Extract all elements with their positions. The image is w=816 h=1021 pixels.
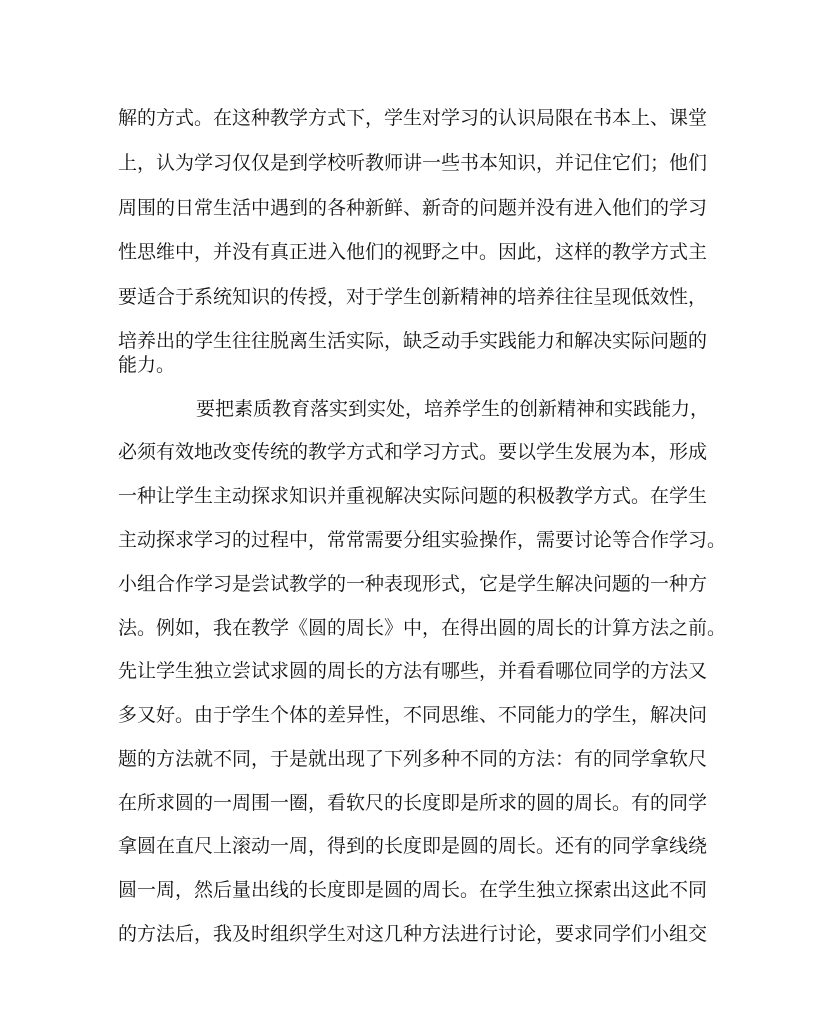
text-line: 要把素质教育落实到实处，培养学生的创新精神和实践能力，: [196, 398, 710, 420]
text-line: 周围的日常生活中遇到的各种新鲜、新奇的问题并没有进入他们的学习: [118, 197, 708, 219]
text-line: 拿圆在直尺上滚动一周，得到的长度即是圆的周长。还有的同学拿线绕: [118, 835, 708, 857]
text-line: 培养出的学生往往脱离生活实际，缺乏动手实践能力和解决实际问题的: [118, 330, 708, 352]
text-line: 的方法后，我及时组织学生对这几种方法进行讨论，要求同学们小组交: [118, 923, 708, 945]
text-line: 在所求圆的一周围一圈，看软尺的长度即是所求的圆的周长。有的同学: [118, 792, 708, 814]
text-line: 一种让学生主动探求知识并重视解决实际问题的积极教学方式。在学生: [118, 485, 708, 507]
text-line: 性思维中，并没有真正进入他们的视野之中。因此，这样的教学方式主: [118, 241, 708, 263]
text-line: 小组合作学习是尝试教学的一种表现形式，它是学生解决问题的一种方: [118, 573, 708, 595]
text-line: 上，认为学习仅仅是到学校听教师讲一些书本知识，并记住它们；他们: [118, 152, 708, 174]
text-line: 解的方式。在这种教学方式下，学生对学习的认识局限在书本上、课堂: [118, 107, 708, 129]
text-line: 多又好。由于学生个体的差异性，不同思维、不同能力的学生，解决问: [118, 704, 708, 726]
text-line: 先让学生独立尝试求圆的周长的方法有哪些，并看看哪位同学的方法又: [118, 660, 708, 682]
text-line: 必须有效地改变传统的教学方式和学习方式。要以学生发展为本，形成: [118, 441, 708, 463]
text-line: 圆一周，然后量出线的长度即是圆的周长。在学生独立探索出这此不同: [118, 879, 708, 901]
text-line: 要适合于系统知识的传授，对于学生创新精神的培养往往呈现低效性，: [118, 286, 708, 308]
text-line: 题的方法就不同，于是就出现了下列多种不同的方法：有的同学拿软尺: [118, 748, 708, 770]
text-line: 能力。: [118, 354, 176, 376]
text-line: 主动探求学习的过程中，常常需要分组实验操作，需要讨论等合作学习。: [118, 529, 727, 551]
text-line: 法。例如，我在教学《圆的周长》中，在得出圆的周长的计算方法之前。: [118, 617, 727, 639]
